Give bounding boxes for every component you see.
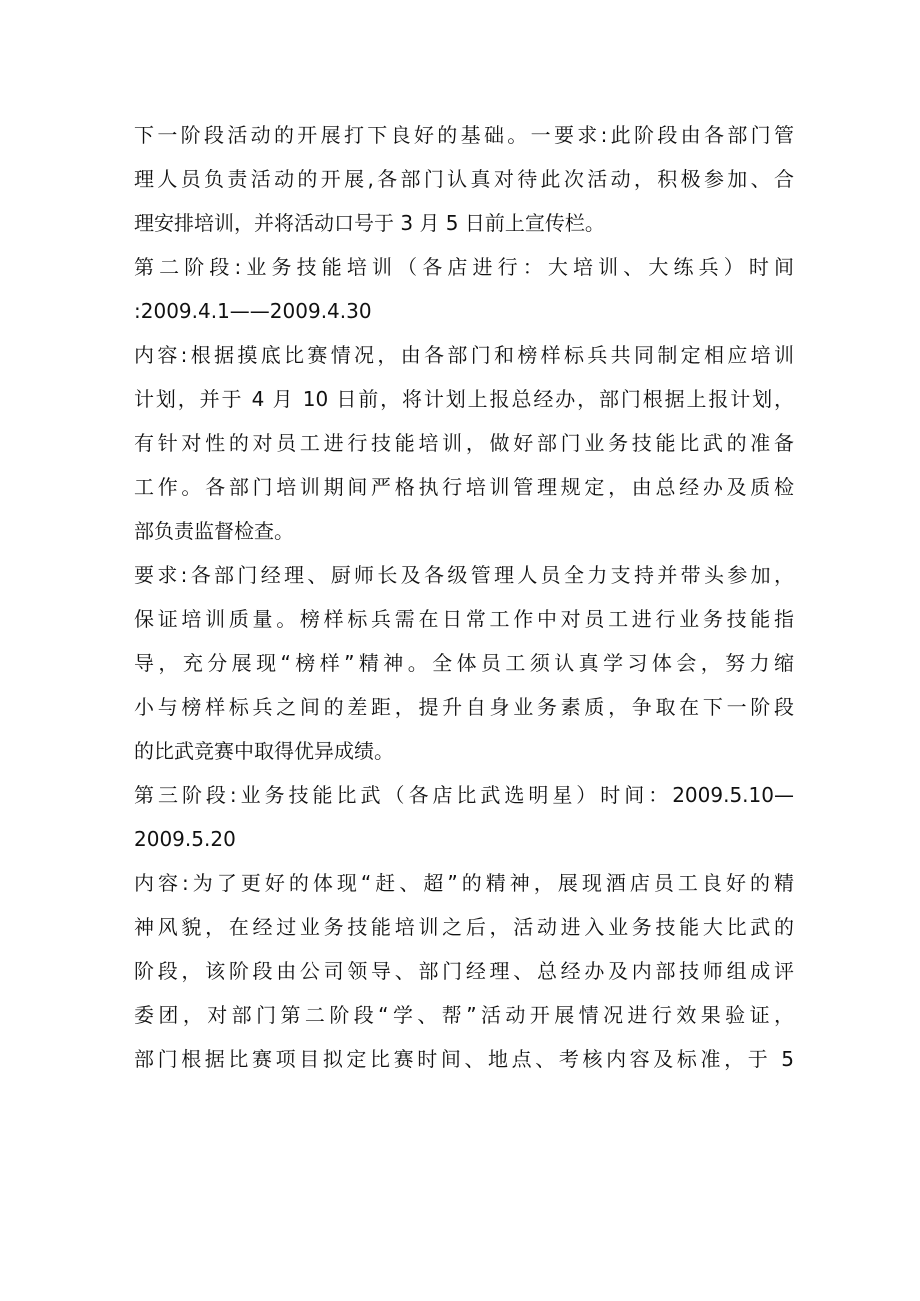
text-line: 内容:根据摸底比赛情况，由各部门和榜样标兵共同制定相应培训	[134, 343, 794, 367]
text-line: :2009.4.1——2009.4.30	[134, 299, 372, 323]
text-line: 2009.5.20	[134, 827, 236, 851]
text-line: 神风貌，在经过业务技能培训之后，活动进入业务技能大比武的	[134, 915, 794, 939]
text-line: 保证培训质量。榜样标兵需在日常工作中对员工进行业务技能指	[134, 607, 794, 631]
text-line: 要求:各部门经理、厨师长及各级管理人员全力支持并带头参加，	[134, 563, 794, 587]
text-line: 第三阶段:业务技能比武（各店比武选明星）时间：2009.5.10—	[134, 783, 794, 807]
text-line: 阶段，该阶段由公司领导、部门经理、总经办及内部技师组成评	[134, 959, 794, 983]
text-line: 部门根据比赛项目拟定比赛时间、地点、考核内容及标准，于 5	[134, 1047, 794, 1071]
text-line: 内容:为了更好的体现“赶、超”的精神，展现酒店员工良好的精	[134, 871, 794, 895]
text-line: 工作。各部门培训期间严格执行培训管理规定，由总经办及质检	[134, 475, 794, 499]
text-line: 部负责监督检查。	[134, 519, 294, 543]
text-line: 计划，并于 4 月 10 日前，将计划上报总经办，部门根据上报计划，	[134, 387, 794, 411]
document-body	[134, 113, 794, 1081]
text-line: 理安排培训，并将活动口号于 3 月 5 日前上宣传栏。	[134, 211, 605, 235]
text-line: 理人员负责活动的开展,各部门认真对待此次活动，积极参加、合	[134, 167, 794, 191]
text-line: 导，充分展现“榜样”精神。全体员工须认真学习体会，努力缩	[134, 651, 794, 675]
text-line: 有针对性的对员工进行技能培训，做好部门业务技能比武的准备	[134, 431, 794, 455]
text-line: 第二阶段:业务技能培训（各店进行：大培训、大练兵）时间	[134, 255, 794, 279]
text-line: 委团，对部门第二阶段“学、帮”活动开展情况进行效果验证，	[134, 1003, 794, 1027]
text-line: 的比武竞赛中取得优异成绩。	[134, 739, 394, 763]
text-line: 下一阶段活动的开展打下良好的基础。一要求:此阶段由各部门管	[134, 123, 794, 147]
text-line: 小与榜样标兵之间的差距，提升自身业务素质，争取在下一阶段	[134, 695, 794, 719]
